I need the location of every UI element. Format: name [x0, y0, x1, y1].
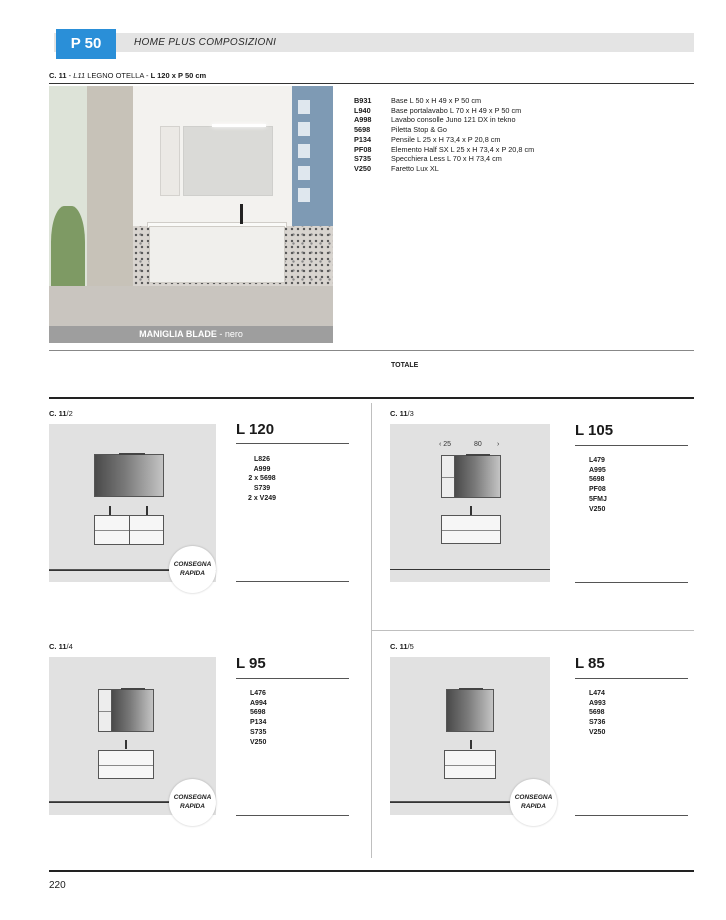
variant-codes: L479 A995 5698 PF08 5FMJ V250	[589, 457, 607, 513]
variant-title: L 95	[236, 655, 266, 672]
photo-caption: MANIGLIA BLADE - nero	[49, 326, 333, 343]
composition-dims: L 120 x P 50 cm	[150, 71, 207, 80]
grid-horizontal-divider	[371, 630, 694, 631]
list-item: V250 Faretto Lux XL	[354, 163, 439, 173]
variant-title: L 105	[575, 422, 614, 439]
list-item: PF08 Elemento Half SX L 25 x H 73,4 x P 20,8 cm	[354, 144, 535, 154]
variant-label: C. 11/4	[49, 642, 73, 651]
list-item: S735 Specchiera Less L 70 x H 73,4 cm	[354, 154, 502, 164]
section-title: HOME PLUS COMPOSIZIONI	[134, 37, 277, 48]
list-item: 5698 Piletta Stop & Go	[354, 125, 447, 135]
composition-code: C. 11	[49, 71, 67, 80]
list-item: P134 Pensile L 25 x H 73,4 x P 20,8 cm	[354, 134, 501, 144]
divider	[49, 350, 694, 351]
item-list	[354, 96, 534, 174]
dimension-label: ‹ 25	[439, 441, 452, 448]
dimension-label: 80	[474, 441, 482, 448]
composition-code-line: C. 11 - L11 LEGNO OTELLA - L 120 x P 50 cm	[49, 71, 207, 80]
express-delivery-badge: CONSEGNA RAPIDA	[510, 779, 557, 826]
footer-rule	[49, 870, 694, 872]
variant-title: L 120	[236, 421, 275, 438]
variant-label: C. 11/3	[390, 409, 414, 418]
list-item: L940 Base portalavabo L 70 x H 49 x P 50 cm	[354, 105, 522, 115]
variant-codes: L826 A999 2 x 5698 S739 2 x V249	[247, 456, 277, 502]
finish-name: LEGNO OTELLA	[85, 71, 144, 80]
page-tag: P 50	[56, 29, 116, 59]
list-item: B931 Base L 50 x H 49 x P 50 cm	[354, 96, 482, 105]
hero-photo	[49, 86, 333, 326]
variant-codes: L476 A994 5698 P134 S735 V250	[250, 690, 267, 746]
totale-label: TOTALE	[391, 362, 419, 369]
list-item: A998 Lavabo consolle Juno 121 DX in tekno	[354, 115, 516, 125]
top-rule	[49, 83, 694, 84]
variant-label: C. 11/5	[390, 642, 414, 651]
variant-label: C. 11/2	[49, 409, 73, 418]
variant-codes: L474 A993 5698 S736 V250	[589, 690, 606, 736]
section-rule	[49, 397, 694, 399]
express-delivery-badge: CONSEGNA RAPIDA	[169, 779, 216, 826]
variant-title: L 85	[575, 655, 605, 672]
page-number: 220	[49, 880, 66, 891]
finish-code: L11	[73, 71, 86, 80]
express-delivery-badge: CONSEGNA RAPIDA	[169, 546, 216, 593]
variant-drawing: ‹ 25 80 ›	[390, 424, 550, 582]
